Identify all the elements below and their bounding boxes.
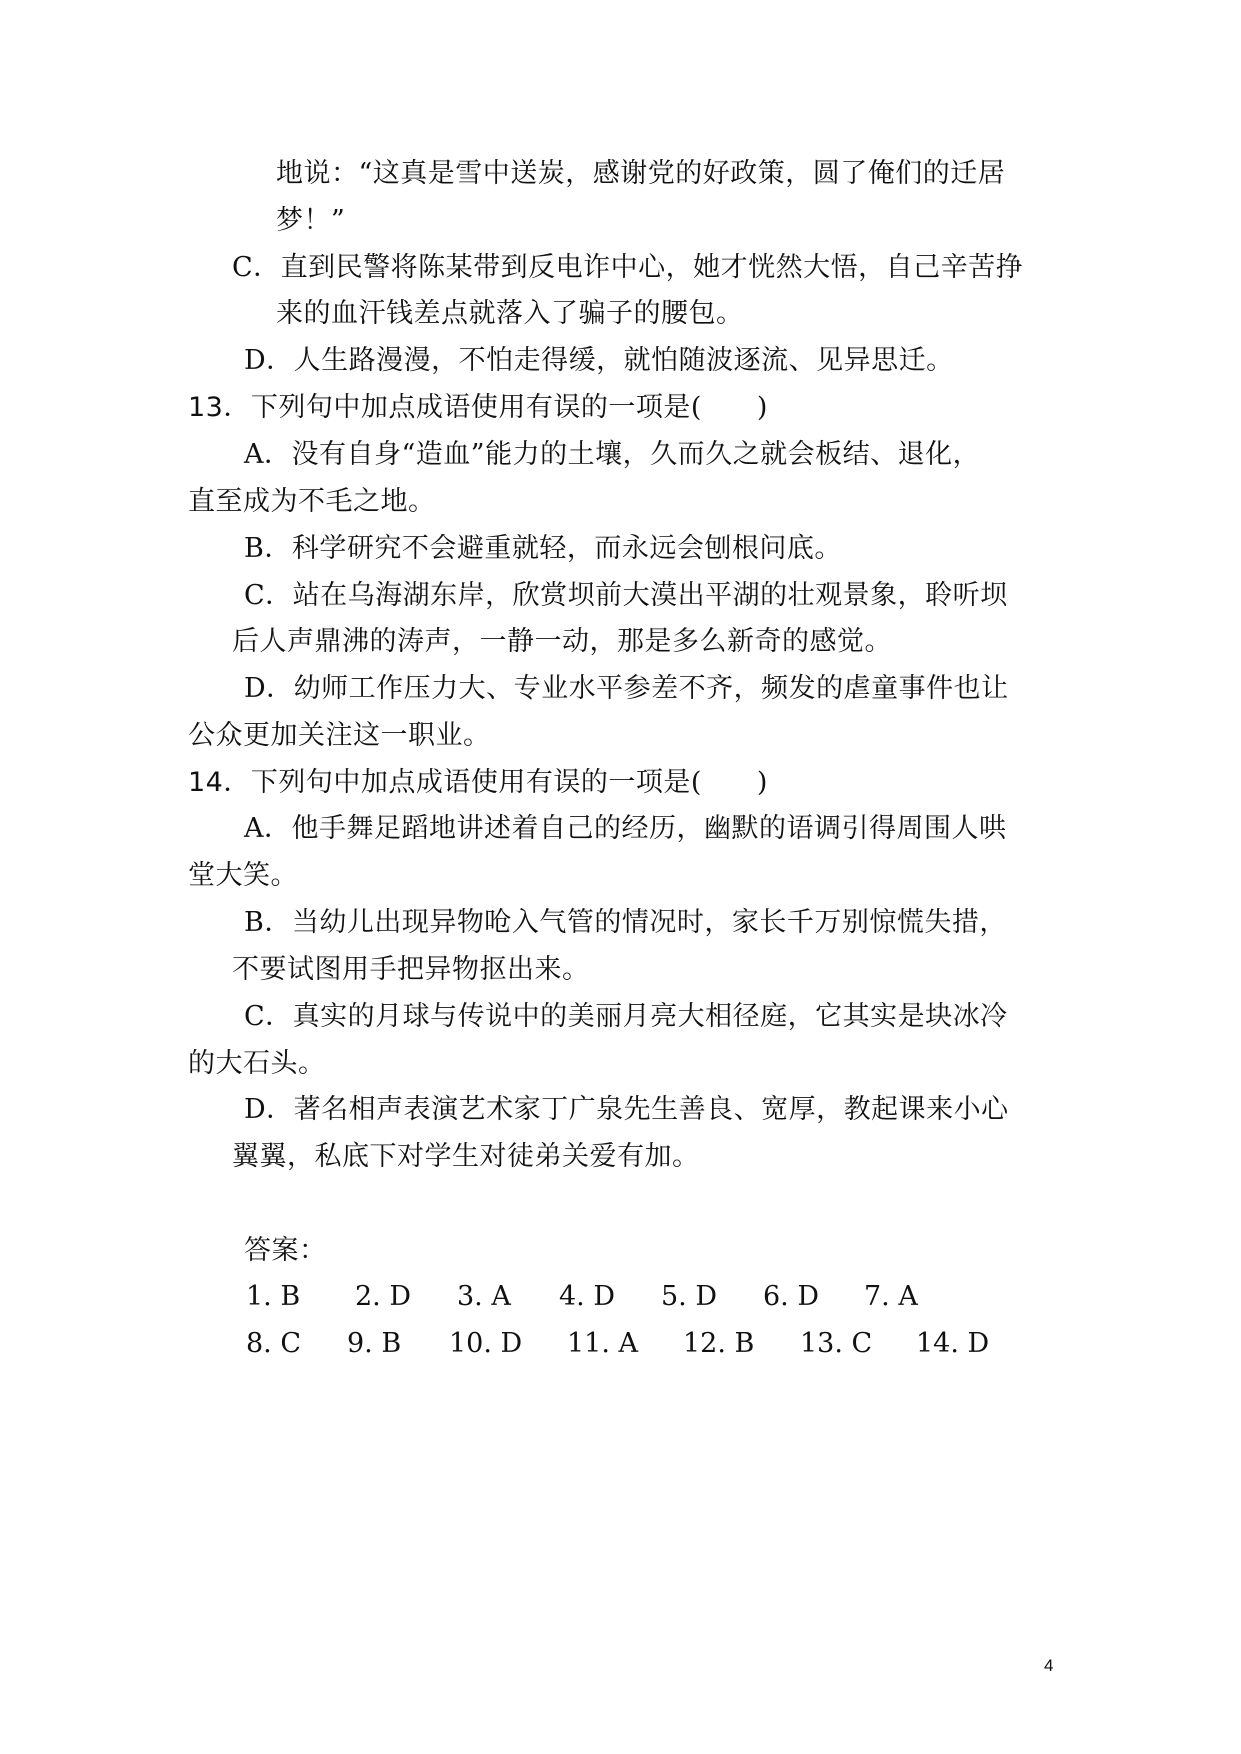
answer-item: 10. D — [449, 1328, 523, 1359]
q13-option-d-line-2: 公众更加关注这一职业。 — [188, 720, 491, 751]
answer-item: 14. D — [916, 1328, 990, 1359]
answer-item: 7. A — [864, 1281, 918, 1312]
prev-option-b-line-1: 地说：“这真是雪中送炭，感谢党的好政策，圆了俺们的迁居 — [276, 158, 1006, 189]
answer-item: 13. C — [800, 1328, 873, 1359]
q13-option-d-line-1: D．幼师工作压力大、专业水平参差不齐，频发的虐童事件也让 — [244, 673, 1009, 704]
q14-option-d-line-2: 翼翼，私底下对学生对徒弟关爱有加。 — [232, 1141, 700, 1172]
q13-option-a-line-1: A．没有自身“造血”能力的土壤，久而久之就会板结、退化， — [244, 439, 981, 470]
question-13-number: 13． — [188, 392, 251, 423]
question-14-stem — [188, 765, 768, 801]
question-13-text: 下列句中加点成语使用有误的一项是( ) — [250, 392, 768, 423]
question-13-stem — [188, 390, 768, 426]
answer-item: 9. B — [347, 1328, 402, 1359]
prev-option-d-line-1: D．人生路漫漫，不怕走得缓，就怕随波逐流、见异思迁。 — [244, 345, 954, 376]
q14-option-c-line-2: 的大石头。 — [188, 1048, 326, 1079]
answer-item: 6. D — [763, 1281, 819, 1312]
q13-option-c-line-1: C．站在乌海湖东岸，欣赏坝前大漠出平湖的壮观景象，聆听坝 — [244, 580, 1008, 611]
answers-label: 答案： — [244, 1235, 327, 1266]
q14-option-a-line-2: 堂大笑。 — [188, 860, 298, 891]
page-number: 4 — [1044, 1656, 1054, 1675]
answer-item: 12. B — [683, 1328, 755, 1359]
q13-option-b-line-1: B．科学研究不会避重就轻，而永远会刨根问底。 — [244, 533, 842, 564]
answer-item: 4. D — [559, 1281, 615, 1312]
answer-item: 3. A — [457, 1281, 511, 1312]
q14-option-b-line-1: B．当幼儿出现异物呛入气管的情况时，家长千万别惊慌失措， — [244, 907, 1007, 938]
question-14-number: 14． — [188, 767, 251, 798]
answer-item: 8. C — [246, 1328, 302, 1359]
answer-item: 1. B — [246, 1281, 301, 1312]
q14-option-b-line-2: 不要试图用手把异物抠出来。 — [232, 954, 590, 985]
answer-item: 5. D — [661, 1281, 717, 1312]
q13-option-c-line-2: 后人声鼎沸的涛声，一静一动，那是多么新奇的感觉。 — [232, 626, 892, 657]
answer-item: 11. A — [567, 1328, 639, 1359]
answer-item: 2. D — [355, 1281, 411, 1312]
prev-option-c-line-1: C．直到民警将陈某带到反电诈中心，她才恍然大悟，自己辛苦挣 — [232, 252, 1024, 283]
prev-option-b-line-2: 梦！” — [276, 205, 346, 236]
q14-option-d-line-1: D．著名相声表演艺术家丁广泉先生善良、宽厚，教起课来小心 — [244, 1094, 1009, 1125]
q14-option-a-line-1: A．他手舞足蹈地讲述着自己的经历，幽默的语调引得周围人哄 — [244, 813, 1007, 844]
prev-option-c-line-2: 来的血汗钱差点就落入了骗子的腰包。 — [276, 298, 744, 329]
question-14-text: 下列句中加点成语使用有误的一项是( ) — [250, 767, 768, 798]
q14-option-c-line-1: C．真实的月球与传说中的美丽月亮大相径庭，它其实是块冰冷 — [244, 1001, 1008, 1032]
q13-option-a-line-2: 直至成为不毛之地。 — [188, 486, 436, 517]
